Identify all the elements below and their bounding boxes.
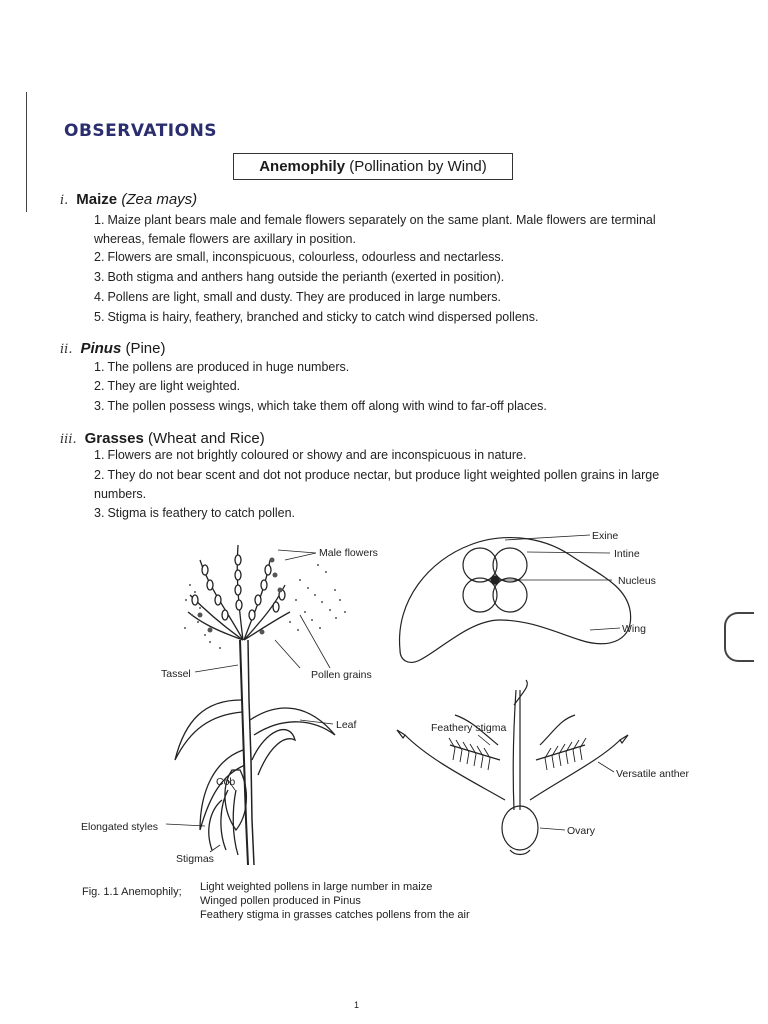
maize-plant-illustration <box>175 545 335 865</box>
item-number: 1. <box>94 213 105 227</box>
item-number: 2. <box>94 379 105 393</box>
label-wing: Wing <box>622 623 646 635</box>
label-tassel: Tassel <box>161 668 191 680</box>
item-text: Both stigma and anthers hang outside the perianth (exerted in position). <box>107 270 505 284</box>
label-ovary: Ovary <box>567 825 596 837</box>
label-exine: Exine <box>592 530 619 542</box>
pollen-cloud <box>184 564 346 649</box>
page-number: 1 <box>354 1000 360 1010</box>
item-number: 3. <box>94 506 105 520</box>
section-name: Maize <box>76 191 118 208</box>
item-text: Flowers are not brightly coloured or showy and are inconspicuous in nature. <box>107 448 527 462</box>
label-stigmas: Stigmas <box>176 853 214 865</box>
caption-line-2: Winged pollen produced in Pinus <box>200 895 361 907</box>
topic-title-bold: Anemophily <box>259 158 346 175</box>
item-number: 5. <box>94 310 105 324</box>
item-text: Stigma is hairy, feathery, branched and sticky to catch wind dispersed pollens. <box>107 310 539 324</box>
section-common-name: (Wheat and Rice) <box>148 430 265 447</box>
item-number: 3. <box>94 270 105 284</box>
item-text: Maize plant bears male and female flowers separately on the same plant. Male flowers are terminal whereas, female flowers are axillary in position. <box>94 213 656 246</box>
label-nucleus: Nucleus <box>618 575 656 587</box>
section-numeral: i. <box>60 193 69 208</box>
item-number: 2. <box>94 468 105 482</box>
label-elongated-styles: Elongated styles <box>81 821 159 833</box>
caption-line-3: Feathery stigma in grasses catches pollens from the air <box>200 909 470 921</box>
label-versatile-anther: Versatile anther <box>616 768 689 780</box>
label-cob: Cob <box>216 776 236 788</box>
label-feathery-stigma: Feathery stigma <box>431 722 507 734</box>
item-number: 4. <box>94 290 105 304</box>
label-male-flowers: Male flowers <box>319 547 378 559</box>
item-text: The pollen possess wings, which take them off along with wind to far-off places. <box>107 399 547 413</box>
page-heading: OBSERVATIONS <box>64 121 218 141</box>
page-edge-mark <box>724 612 754 662</box>
item-text: Stigma is feathery to catch pollen. <box>107 506 296 520</box>
item-number: 1. <box>94 360 105 374</box>
section-numeral: ii. <box>60 342 73 357</box>
label-leaf: Leaf <box>336 719 357 731</box>
section-numeral: iii. <box>60 432 77 447</box>
item-number: 3. <box>94 399 105 413</box>
item-number: 2. <box>94 250 105 264</box>
pinus-pollen-illustration <box>400 535 631 662</box>
item-number: 1. <box>94 448 105 462</box>
label-pollen-grains: Pollen grains <box>311 669 372 681</box>
item-text: They do not bear scent and dot not produce nectar, but produce light weighted pollen grains in large numbers. <box>94 468 660 501</box>
section-scientific-name: (Zea mays) <box>121 191 198 208</box>
section-name: Grasses <box>84 430 144 447</box>
topic-title-rest: (Pollination by Wind) <box>345 158 487 175</box>
caption-prefix: Fig. 1.1 Anemophily; <box>82 886 182 898</box>
item-text: Pollens are light, small and dusty. They are produced in large numbers. <box>107 290 501 304</box>
item-text: The pollens are produced in huge numbers. <box>107 360 350 374</box>
section-common-name: (Pine) <box>125 340 166 357</box>
caption-line-1: Light weighted pollens in large number in maize <box>200 881 433 893</box>
item-text: They are light weighted. <box>107 379 241 393</box>
label-intine: Intine <box>614 548 640 560</box>
section-name: Pinus <box>80 340 122 357</box>
item-text: Flowers are small, inconspicuous, colourless, odourless and nectarless. <box>107 250 505 264</box>
